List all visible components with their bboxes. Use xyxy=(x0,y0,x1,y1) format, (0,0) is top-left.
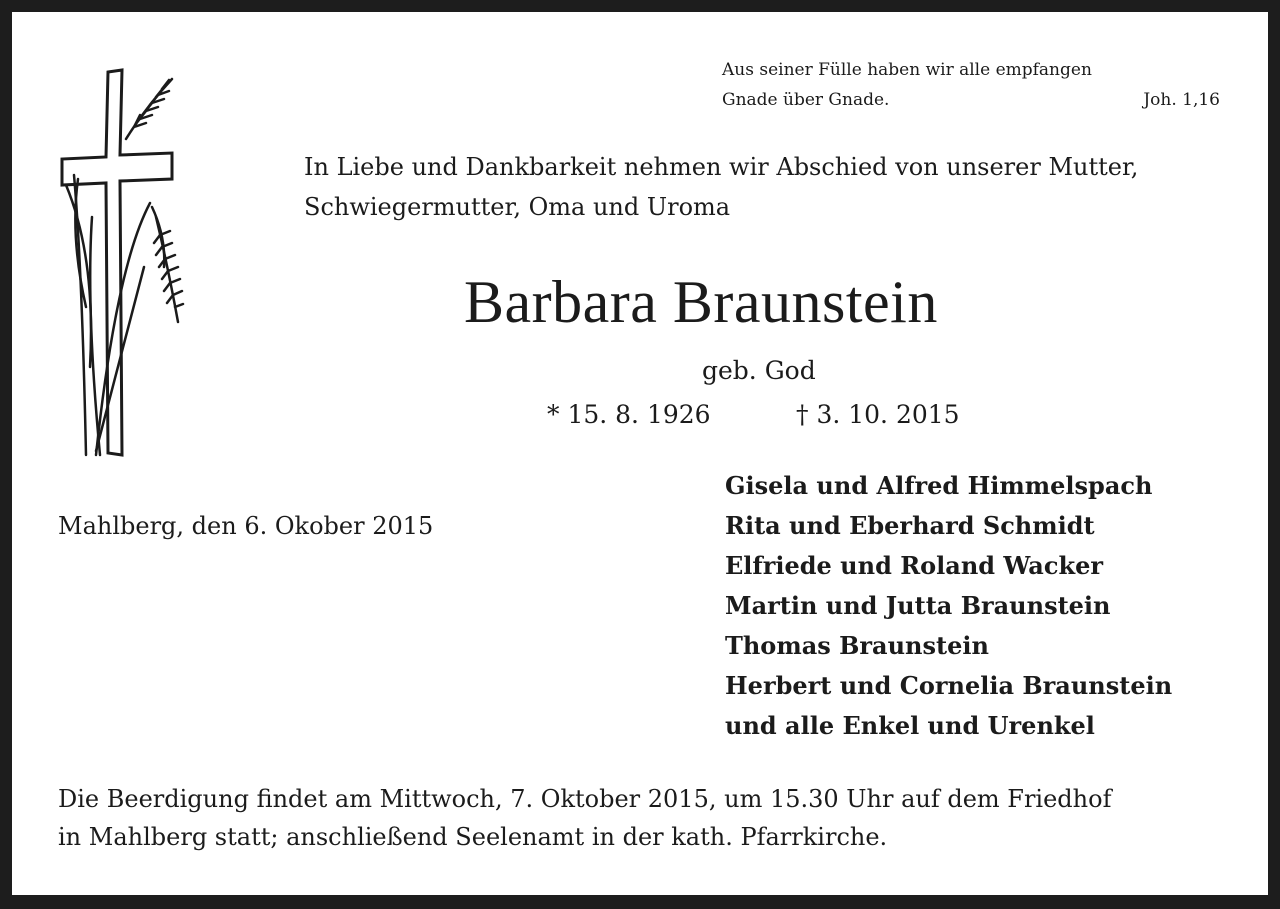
list-item: Martin und Jutta Braunstein xyxy=(725,591,1111,620)
list-item: Herbert und Cornelia Braunstein xyxy=(725,671,1173,700)
cross-with-wheat-icon xyxy=(56,67,186,459)
mourners-list xyxy=(725,466,1172,746)
obituary-notice xyxy=(12,12,1268,895)
list-item: Elfriede und Roland Wacker xyxy=(725,551,1103,580)
funeral-line-2: in Mahlberg statt; anschließend Seelenamt in der kath. Pfarrkirche. xyxy=(58,823,888,851)
birth-date: * 15. 8. 1926 xyxy=(547,400,711,429)
funeral-line-1: Die Beerdigung findet am Mittwoch, 7. Oktober 2015, um 15.30 Uhr auf dem Friedhof xyxy=(58,785,1112,813)
deceased-name: Barbara Braunstein xyxy=(464,269,938,335)
list-item: und alle Enkel und Urenkel xyxy=(725,711,1095,740)
verse-line-2: Gnade über Gnade. xyxy=(722,90,890,110)
intro-line-2: Schwiegermutter, Oma und Uroma xyxy=(304,193,731,221)
verse-reference: Joh. 1,16 xyxy=(1143,90,1220,110)
list-item: Gisela und Alfred Himmelspach xyxy=(725,471,1153,500)
death-date: † 3. 10. 2015 xyxy=(796,400,960,429)
intro-line-1: In Liebe und Dankbarkeit nehmen wir Abschied von unserer Mutter, xyxy=(304,153,1139,181)
list-item: Thomas Braunstein xyxy=(725,631,989,660)
maiden-name: geb. God xyxy=(702,356,816,385)
place-date: Mahlberg, den 6. Okober 2015 xyxy=(58,512,434,540)
verse-line-1: Aus seiner Fülle haben wir alle empfangen xyxy=(722,60,1092,80)
list-item: Rita und Eberhard Schmidt xyxy=(725,511,1095,540)
